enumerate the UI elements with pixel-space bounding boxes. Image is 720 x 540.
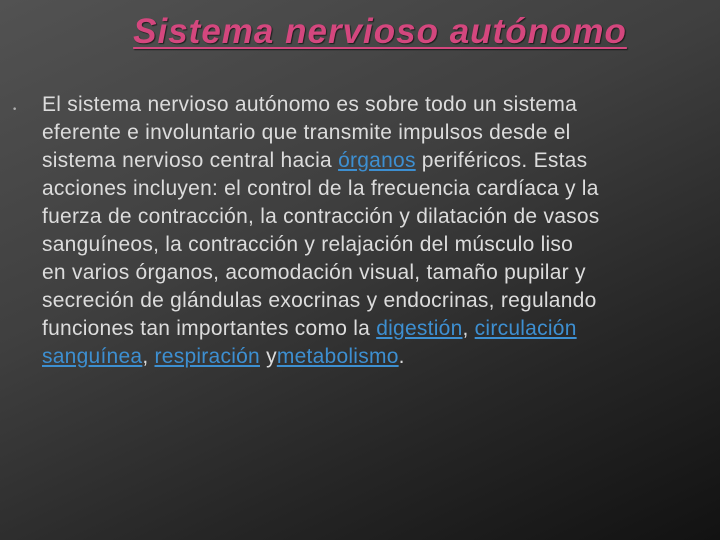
body-line-3 xyxy=(42,147,720,175)
body-text-segment: periféricos. Estas xyxy=(415,149,588,172)
body-line-6: sanguíneos, la contracción y relajación del músculo liso xyxy=(42,233,574,256)
link-respiracion[interactable]: respiración xyxy=(154,345,260,368)
body-line-9 xyxy=(42,315,720,343)
body-text-segment: , xyxy=(462,317,475,340)
body-paragraph xyxy=(42,91,720,371)
body-line-2: eferente e involuntario que transmite impulsos desde el xyxy=(42,121,571,144)
body-text-segment: funciones tan importantes como la xyxy=(42,317,377,340)
body-text-segment: , xyxy=(142,345,155,368)
body-line-5: fuerza de contracción, la contracción y dilatación de vasos xyxy=(42,205,600,228)
link-sanguinea[interactable]: sanguínea xyxy=(42,345,143,368)
link-circulacion[interactable]: circulación xyxy=(474,317,577,340)
body-line-4: acciones incluyen: el control de la frecuencia cardíaca y la xyxy=(42,177,599,200)
bullet-icon: • xyxy=(12,105,18,115)
body-text-segment: y xyxy=(259,345,277,368)
body-text-segment: . xyxy=(398,345,405,368)
body-line-10 xyxy=(42,343,720,371)
slide-title: Sistema nervioso autónomo xyxy=(133,12,627,51)
link-digestion[interactable]: digestión xyxy=(376,317,463,340)
body-line-8: secreción de glándulas exocrinas y endocrinas, regulando xyxy=(42,289,597,312)
body-text-segment: sistema nervioso central hacia xyxy=(42,149,339,172)
body-line-7: en varios órganos, acomodación visual, tamaño pupilar y xyxy=(42,261,586,284)
link-metabolismo[interactable]: metabolismo xyxy=(276,345,399,368)
link-organos[interactable]: órganos xyxy=(338,149,416,172)
body-line-1: El sistema nervioso autónomo es sobre todo un sistema xyxy=(42,93,578,116)
